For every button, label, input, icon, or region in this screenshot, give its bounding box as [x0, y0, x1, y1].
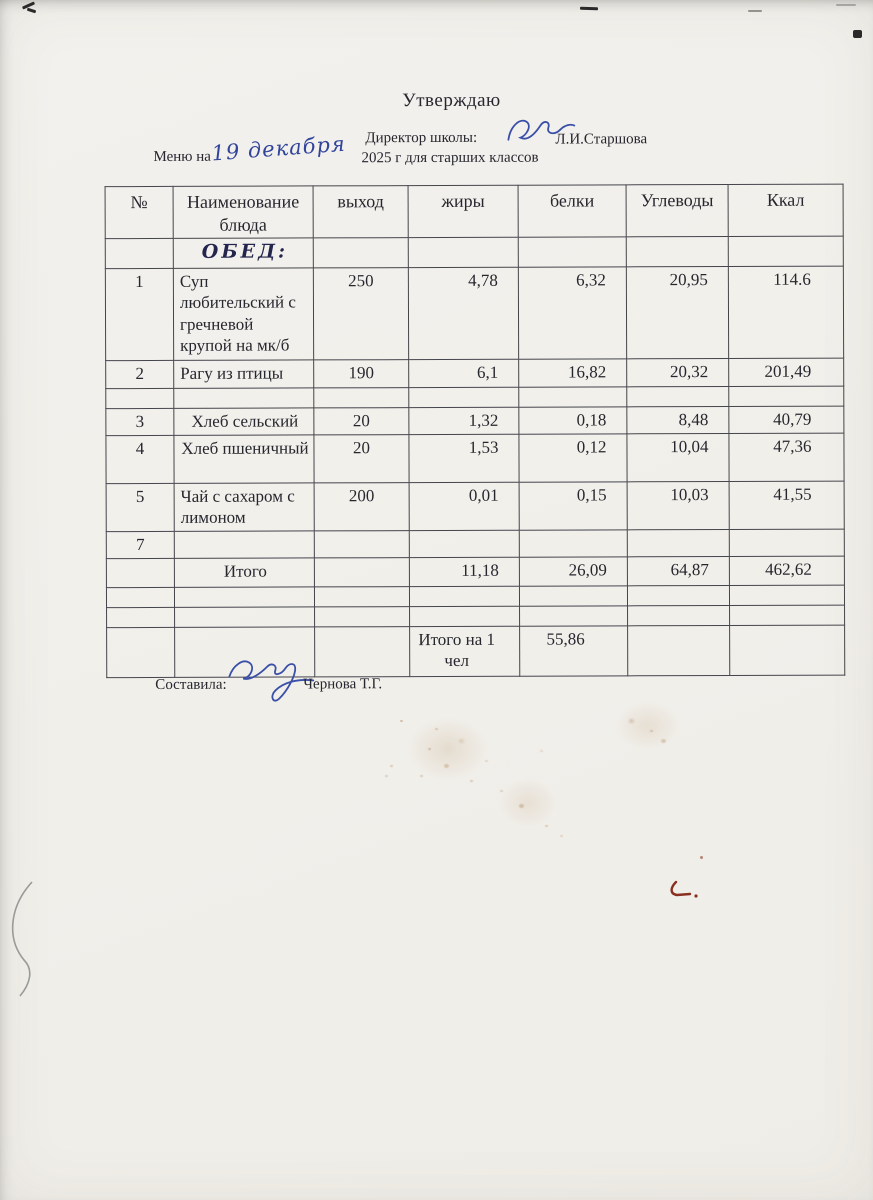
table-cell [627, 386, 729, 406]
table-cell [174, 531, 314, 558]
table-cell [107, 627, 175, 677]
table-cell: 201,49 [729, 358, 844, 386]
table-cell [175, 607, 315, 627]
table-cell: 0,12 [519, 434, 627, 482]
table-cell: 1 [105, 268, 173, 360]
table-cell: 10,03 [627, 481, 729, 529]
table-row [106, 433, 844, 484]
table-header-row [105, 184, 843, 239]
table-cell: 11,18 [409, 557, 519, 586]
table-cell [520, 606, 628, 626]
table-row [107, 605, 845, 628]
table-cell [105, 238, 173, 268]
table-cell: Чай с сахаром с лимоном [174, 483, 314, 531]
table-cell [409, 530, 519, 557]
table-cell [519, 387, 627, 407]
table-cell: 4 [106, 435, 174, 483]
table-cell: 3 [106, 408, 174, 435]
header-cell-yield: выход [313, 186, 408, 238]
table-cell: Рагу из птицы [174, 360, 314, 388]
table-cell [628, 605, 730, 625]
table-cell [519, 586, 627, 606]
table-cell: 1,53 [409, 434, 519, 482]
table-cell: 0,18 [519, 407, 627, 434]
table-cell [728, 236, 843, 266]
menu-table-body [105, 236, 845, 678]
table-cell: 55,86 [520, 626, 628, 676]
table-cell: 16,82 [519, 359, 627, 387]
table-row [106, 358, 844, 389]
table-cell [174, 388, 314, 408]
menu-prefix: Меню на [153, 148, 211, 165]
table-cell [315, 627, 410, 677]
table-cell [409, 387, 519, 407]
table-cell: 7 [106, 531, 174, 558]
table-cell [314, 531, 409, 558]
table-cell: 6,32 [518, 267, 626, 359]
table-cell [314, 587, 409, 607]
table-row [106, 585, 844, 608]
table-row [106, 386, 844, 409]
table-cell [106, 587, 174, 607]
table-cell [409, 586, 519, 606]
table-cell: 64,87 [627, 556, 729, 585]
table-cell: Суп любительский с гречневой крупой на мк/б [173, 268, 313, 360]
table-cell: 20 [314, 408, 409, 435]
table-cell [107, 607, 175, 627]
table-cell: 10,04 [627, 433, 729, 481]
director-label: Директор школы: [365, 129, 478, 147]
table-cell: 462,62 [729, 556, 844, 585]
table-cell [519, 530, 627, 557]
table-cell [518, 237, 626, 267]
composed-name: Чернова Т.Г. [303, 676, 383, 693]
table-cell: 0,01 [409, 482, 519, 530]
table-cell [730, 625, 845, 675]
table-cell: 114.6 [728, 266, 843, 358]
table-cell [729, 529, 844, 556]
menu-date-handwritten: 19 декабря [210, 131, 347, 166]
table-cell: 20,32 [627, 358, 729, 386]
header-cell-kcal: Ккал [728, 184, 843, 236]
table-cell [314, 388, 409, 408]
header-cell-carbs: Углеводы [626, 184, 728, 236]
table-cell: Итого на 1 чел [410, 626, 520, 676]
table-cell [410, 606, 520, 626]
table-cell: 5 [106, 483, 174, 531]
header-cell-number: № [105, 186, 173, 238]
header-cell-dish: Наименование блюда [173, 186, 313, 238]
table-cell: Хлеб сельский [174, 408, 314, 435]
table-cell: 20 [314, 435, 409, 483]
table-cell: 250 [313, 268, 408, 360]
stain [498, 778, 558, 828]
table-cell: 1,32 [409, 407, 519, 434]
stain-speckles [400, 720, 403, 722]
stain [616, 702, 680, 750]
table-cell: 20,95 [626, 266, 728, 358]
table-cell [729, 585, 844, 605]
table-cell [106, 558, 174, 587]
table-cell [106, 388, 174, 408]
table-cell [627, 585, 729, 605]
table-cell [730, 605, 845, 625]
table-cell: 6,1 [409, 359, 519, 387]
composed-label: Составила: [155, 676, 227, 693]
table-cell [174, 587, 314, 607]
table-cell: 26,09 [519, 557, 627, 586]
table-cell: Хлеб пшеничный [174, 435, 314, 483]
table-cell: 0,15 [519, 482, 627, 530]
table-cell: 8,48 [627, 406, 729, 433]
table-cell: 40,79 [729, 406, 844, 433]
header-cell-fats: жиры [408, 185, 518, 237]
table-row [105, 266, 843, 361]
menu-suffix: 2025 г для старших классов [361, 149, 539, 167]
table-cell: Итого [174, 558, 314, 587]
table-cell [628, 625, 730, 675]
table-row [106, 529, 844, 559]
table-cell [626, 236, 728, 266]
approve-title: Утверждаю [402, 89, 501, 112]
table-cell: 41,55 [729, 481, 844, 529]
table-cell: 2 [106, 360, 174, 388]
header-cell-proteins: белки [518, 185, 626, 237]
table-cell: 4,78 [408, 267, 518, 359]
table-row [107, 625, 845, 678]
table-cell: ОБЕД: [173, 238, 313, 268]
table-cell [314, 558, 409, 587]
table-row [106, 481, 844, 532]
stain [408, 718, 488, 780]
table-cell [408, 237, 518, 267]
table-cell [729, 386, 844, 406]
table-cell [315, 607, 410, 627]
table-cell: 190 [314, 360, 409, 388]
table-cell: 200 [314, 483, 409, 531]
table-cell [627, 529, 729, 556]
table-cell: 47,36 [729, 433, 844, 481]
director-name: Л.И.Старшова [555, 131, 648, 148]
table-row [106, 556, 844, 588]
table-row [105, 236, 843, 269]
menu-table [105, 184, 846, 679]
stain-dot [700, 856, 703, 859]
table-cell [313, 238, 408, 268]
table-row [106, 406, 844, 436]
stain-red-mark [668, 880, 704, 904]
